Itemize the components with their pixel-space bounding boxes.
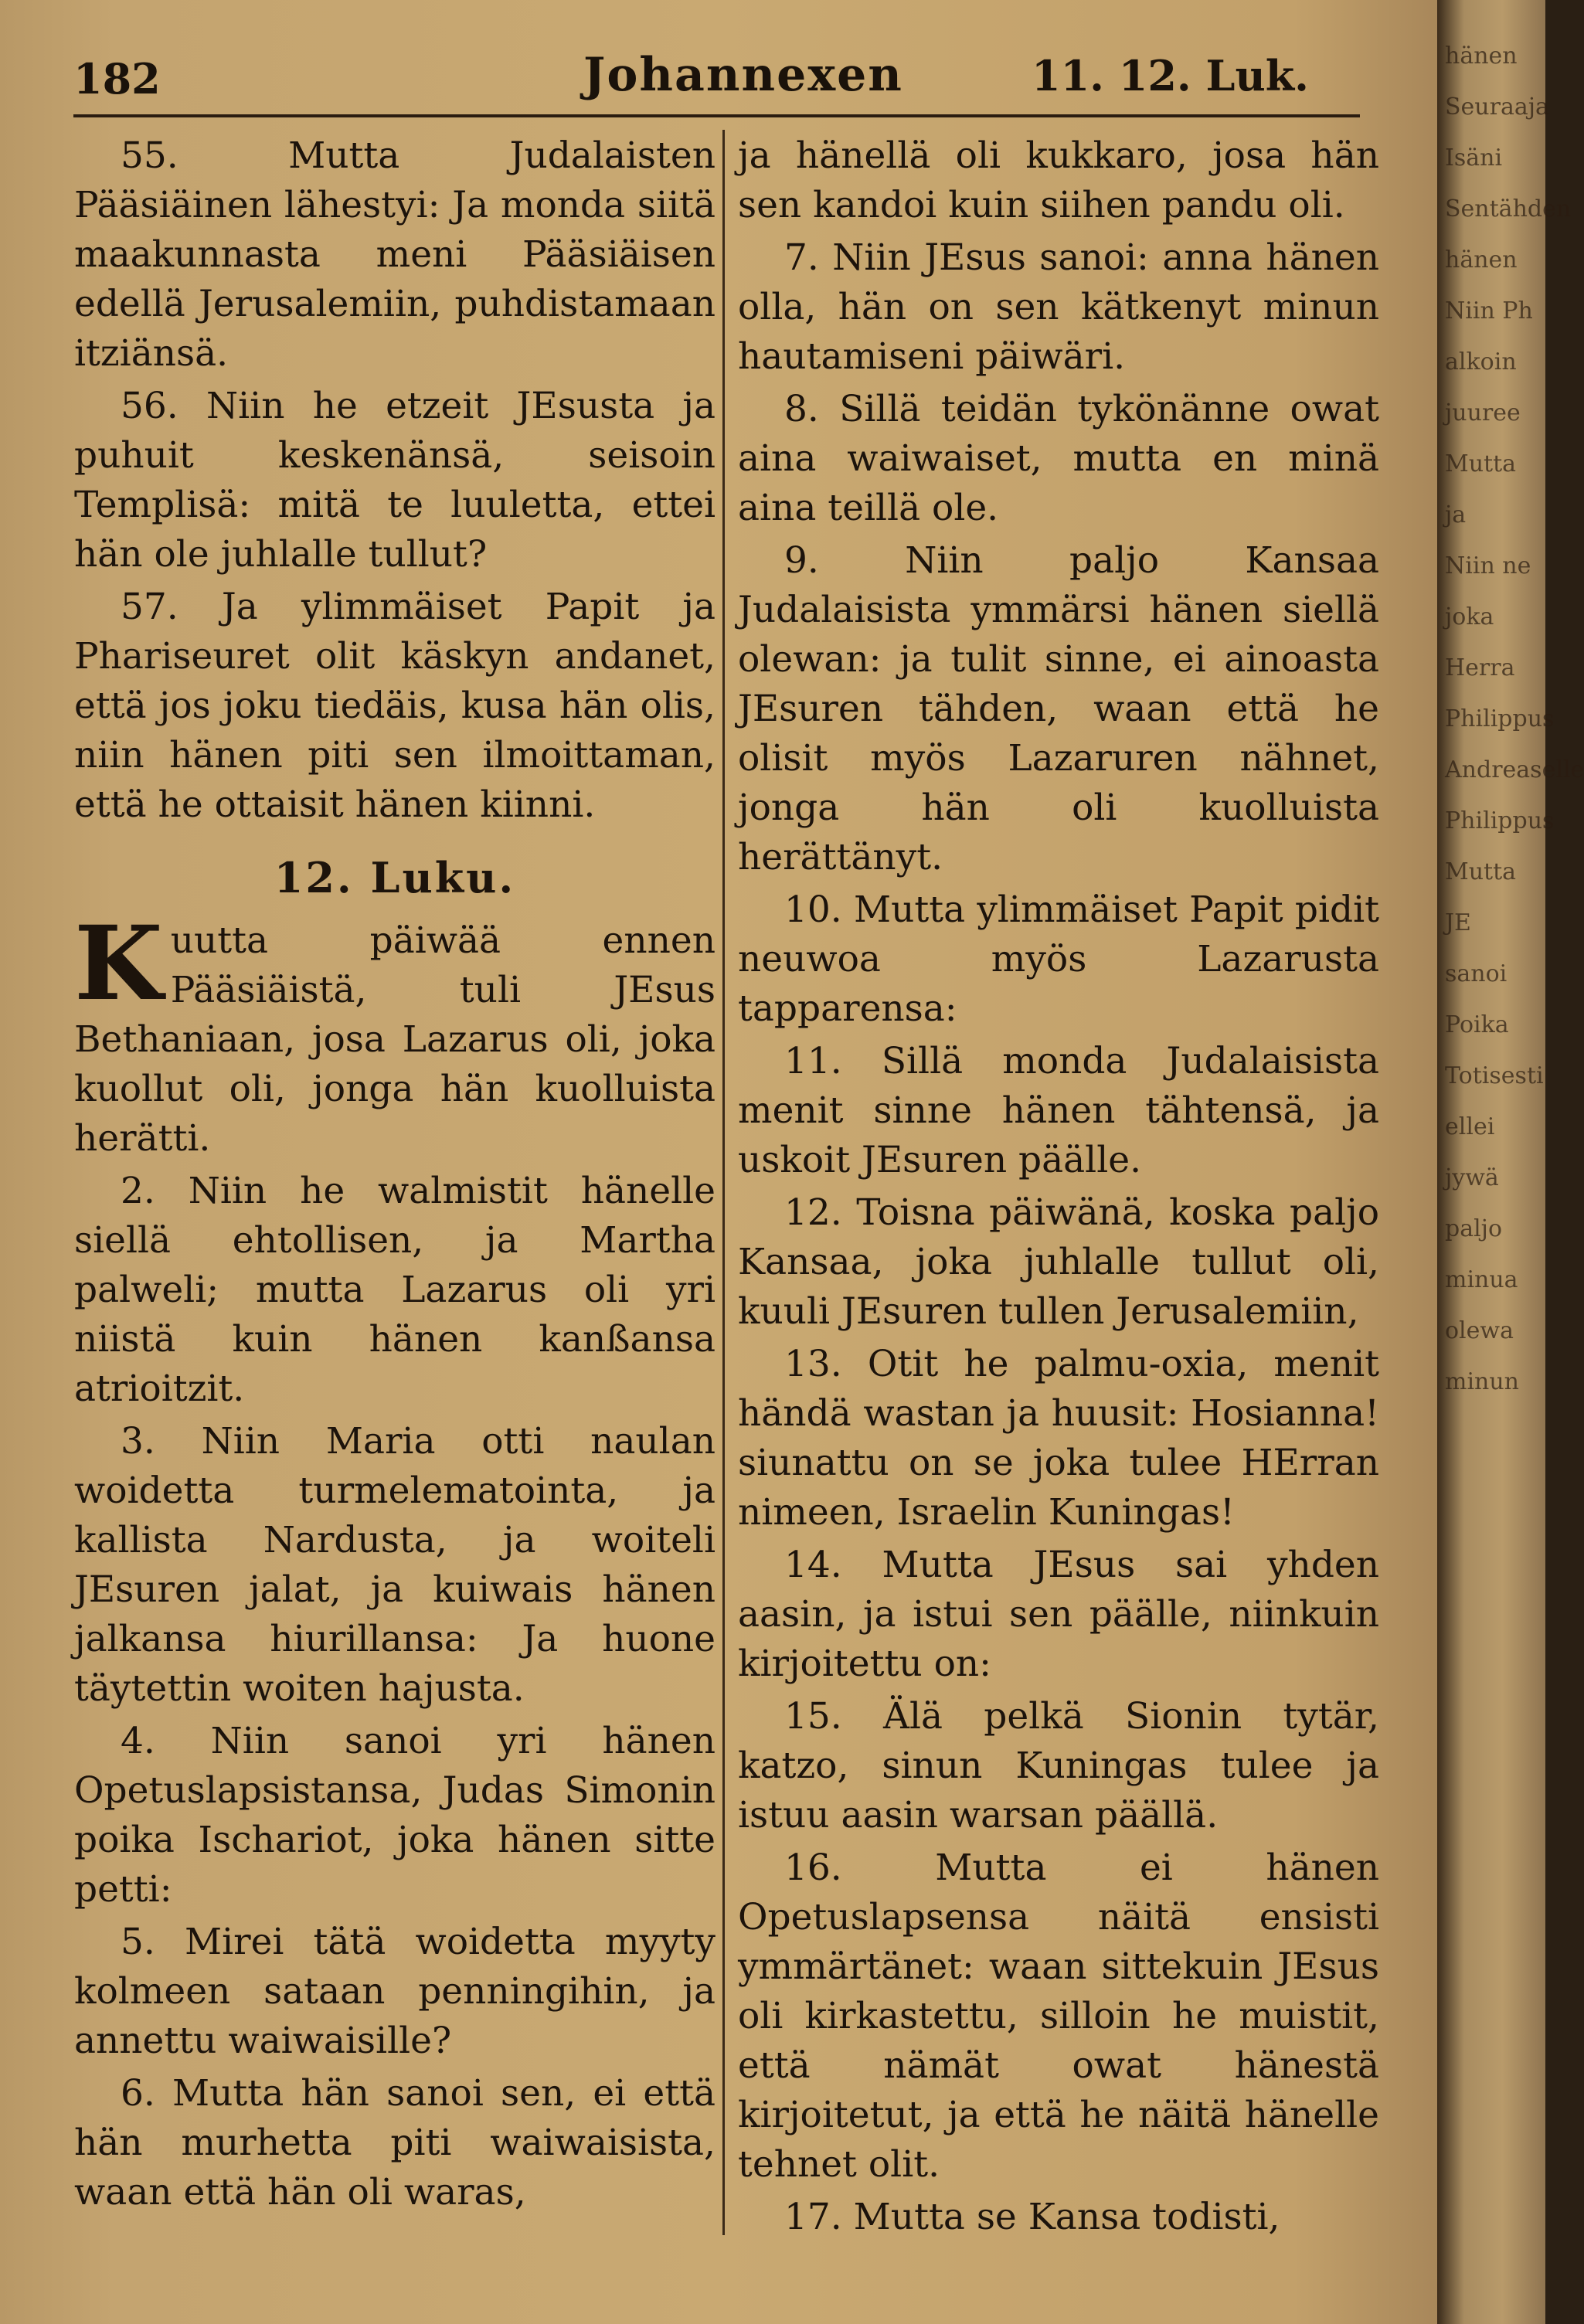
verse-12-13: 13. Otit he palmu-oxia, menit händä wastan ja huusit: Hosianna! siunattu on se joka tulee HErran nimeen, Israelin Kuningas! <box>738 1343 1379 1534</box>
drop-cap: K <box>74 904 163 1024</box>
facing-page-fragment: paljo <box>1445 1215 1503 1242</box>
facing-page-fragment: ja <box>1445 501 1467 528</box>
verse-11-56: 56. Niin he etzeit JEsusta ja puhuit keskenänsä, seisoin Templisä: mitä te luuletta, ettei hän ole juhlalle tullut? <box>74 385 716 576</box>
facing-page-fragment: sanoi <box>1445 960 1508 987</box>
verse-12-9: 9. Niin paljo Kansaa Judalaisista ymmärsi hänen siellä olewan: ja tulit sinne, ei ainoasta JEsuren tähden, waan että he olisit myös Lazaruren nähnet, jonga hän oli kuolluista herättänyt. <box>738 539 1379 878</box>
verse-12-5: 5. Mirei tätä woidetta myyty kolmeen sataan penningihin, ja annettu waiwaisille? <box>74 1921 716 2062</box>
verse-12-11: 11. Sillä monda Judalaisista menit sinne hänen tähtensä, ja uskoit JEsuren päälle. <box>738 1040 1379 1181</box>
verse-12-2: 2. Niin he walmistit hänelle siellä ehtollisen, ja Martha palweli; mutta Lazarus oli yri niistä kuin hänen kanßansa atrioitzit. <box>74 1170 716 1410</box>
verse-12-1 <box>74 904 716 1164</box>
verse-12-16: 16. Mutta ei hänen Opetuslapsensa näitä ensisti ymmärtänet: waan sittekuin JEsus oli kirkastettu, silloin he muistit, että nämät owat hänestä kirjoitetut, ja että he näitä hänelle tehnet olit. <box>738 1847 1379 2186</box>
right-column <box>738 131 1379 2245</box>
facing-page-fragment: joka <box>1445 603 1494 630</box>
facing-page-edge <box>1437 0 1584 2324</box>
column-divider <box>722 130 725 2235</box>
facing-page-fragment: hänen <box>1445 246 1518 274</box>
verse-12-7: 7. Niin JEsus sanoi: anna hänen olla, hän on sen kätkenyt minun hautamiseni päiwäri. <box>738 236 1379 378</box>
left-column <box>74 131 716 2220</box>
facing-page-fragment: jywä <box>1445 1164 1499 1191</box>
facing-page-fragment: Niin Ph <box>1445 297 1533 324</box>
facing-page-fragment: Totisesti <box>1445 1062 1544 1089</box>
verse-12-1-text: uutta päiwää ennen Pääsiäistä, tuli JEsus Bethaniaan, josa Lazarus oli, joka kuollut oli, jonga hän kuolluista herätti. <box>74 919 716 1160</box>
verse-12-17: 17. Mutta se Kansa todisti, <box>784 2196 1280 2238</box>
facing-page-fragments <box>1445 31 1584 1408</box>
facing-page-fragment: Mutta JE <box>1445 858 1517 936</box>
facing-page-fragment: hänen <box>1445 42 1518 70</box>
page-number: 182 <box>73 54 161 104</box>
facing-page-fragment: Herra <box>1445 654 1515 681</box>
verse-12-14: 14. Mutta JEsus sai yhden aasin, ja istui sen päälle, niinkuin kirjoitettu on: <box>738 1544 1379 1685</box>
facing-page-fragment: alkoin <box>1445 348 1517 375</box>
verse-12-12: 12. Toisna päiwänä, koska paljo Kansaa, joka juhlalle tullut oli, kuuli JEsuren tullen Jerusalemiin, <box>738 1191 1379 1333</box>
verse-12-4: 4. Niin sanoi yri hänen Opetuslapsistansa, Judas Simonin poika Ischariot, joka hänen sitte petti: <box>74 1720 716 1911</box>
facing-page-fragment: Sentähden <box>1445 195 1572 223</box>
facing-page-fragment: Philippus <box>1445 705 1555 732</box>
verse-12-15: 15. Älä pelkä Sionin tytär, katzo, sinun Kuningas tulee ja istuu aasin warsan päällä. <box>738 1695 1379 1836</box>
verse-12-6: 6. Mutta hän sanoi sen, ei että hän murhetta piti waiwaisista, waan että hän oli waras, <box>74 2072 716 2214</box>
chapter-heading: 12. Luku. <box>274 853 516 902</box>
facing-page-fragment: minua <box>1445 1266 1518 1293</box>
facing-page-fragment: minun <box>1445 1368 1520 1395</box>
verse-11-55: 55. Mutta Judalaisten Pääsiäinen lähestyi: Ja monda siitä maakunnasta meni Pääsiäisen edellä Jerusalemiin, puhdistamaan itziänsä. <box>74 134 716 375</box>
facing-page-fragment: Seuraaja <box>1445 93 1549 121</box>
facing-page-fragment: Niin ne <box>1445 552 1531 579</box>
verse-12-10: 10. Mutta ylimmäiset Papit pidit neuwoa myös Lazarusta tapparensa: <box>738 888 1379 1030</box>
facing-page-fragment: Isäni <box>1445 144 1503 172</box>
verse-11-57: 57. Ja ylimmäiset Papit ja Phariseuret olit käskyn andanet, että jos joku tiedäis, kusa hän olis, niin hänen piti sen ilmoittaman, että he ottaisit hänen kiinni. <box>74 586 716 826</box>
verse-12-8: 8. Sillä teidän tykönänne owat aina waiwaiset, mutta en minä aina teillä ole. <box>738 388 1379 529</box>
page-header <box>73 48 1360 110</box>
facing-page-fragment: juuree <box>1445 399 1521 426</box>
running-title: Johannexen <box>583 48 903 102</box>
facing-page-fragment: Philippus <box>1445 807 1555 834</box>
facing-page-fragment: ellei <box>1445 1113 1495 1140</box>
chapter-reference: 11. 12. Luk. <box>1032 51 1309 100</box>
facing-page-fragment: Andreaselle <box>1445 756 1584 783</box>
facing-page-fragment: Poika <box>1445 1011 1509 1038</box>
verse-12-6-continued: ja hänellä oli kukkaro, josa hän sen kandoi kuin siihen pandu oli. <box>738 134 1379 226</box>
verse-12-3: 3. Niin Maria otti naulan woidetta turmelematointa, ja kallista Nardusta, ja woiteli JEsuren jalat, ja kuiwais hänen jalkansa hiurillansa: Ja huone täytettin woiten hajusta. <box>74 1420 716 1710</box>
facing-page-fragment: Mutta <box>1445 450 1517 477</box>
header-rule <box>73 114 1360 117</box>
facing-page-fragment: olewa <box>1445 1317 1514 1344</box>
